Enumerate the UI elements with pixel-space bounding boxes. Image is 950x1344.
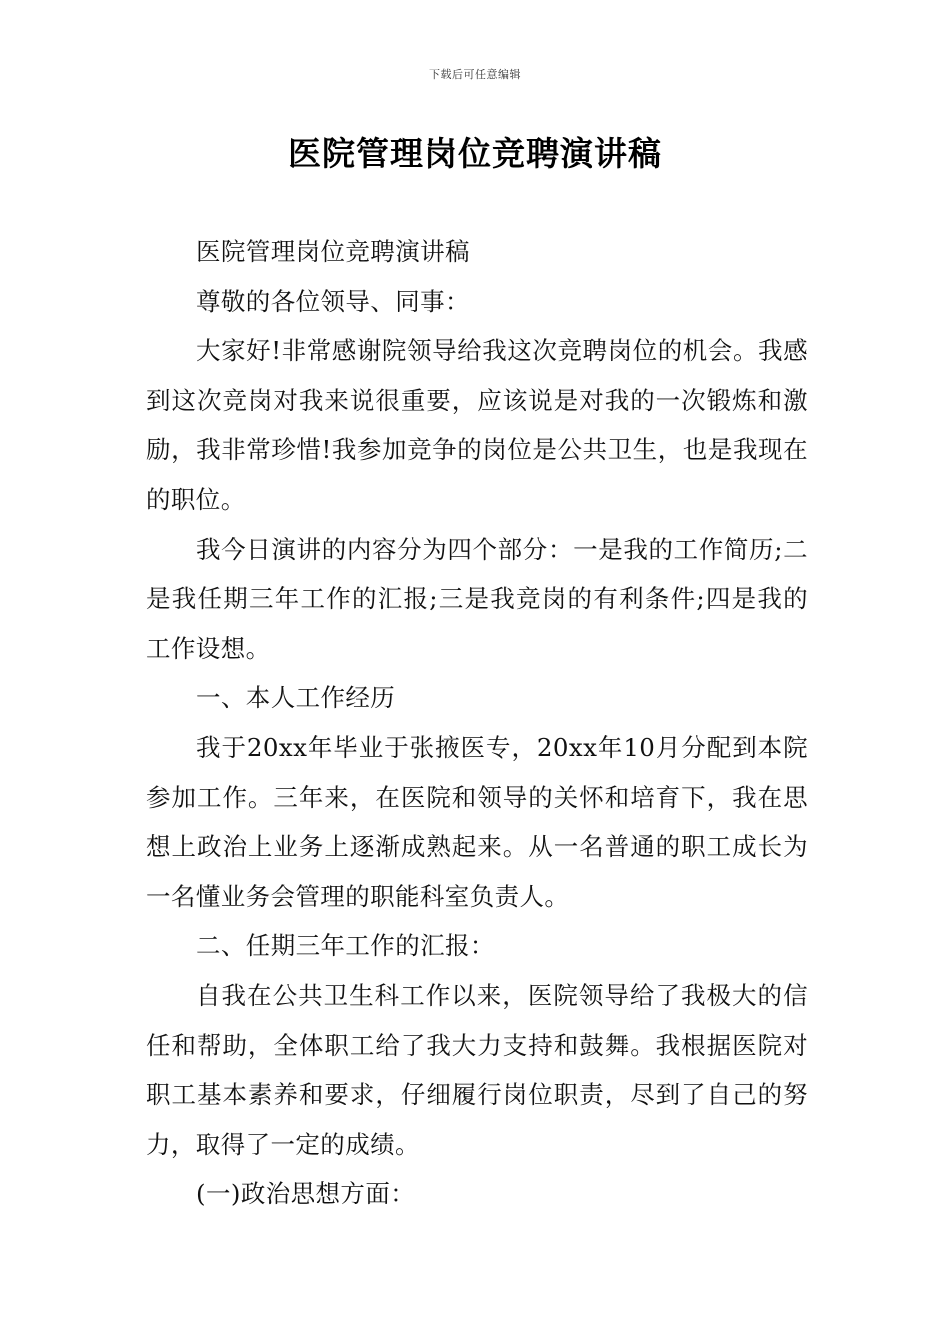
paragraph-outline: 我今日演讲的内容分为四个部分：一是我的工作简历;二是我任期三年工作的汇报;三是我竞岗的有利条件;四是我的工作设想。 [146, 534, 808, 663]
paragraph-heading-repeat: 医院管理岗位竞聘演讲稿 [196, 237, 470, 266]
document-title: 医院管理岗位竞聘演讲稿 [288, 134, 662, 173]
paragraph-work-report: 自我在公共卫生科工作以来，医院领导给了我极大的信任和帮助，全体职工给了我大力支持和鼓舞。我根据医院对职工基本素养和要求，仔细履行岗位职责，尽到了自己的努力，取得了一定的成绩。 [146, 980, 808, 1159]
paragraph-salutation: 尊敬的各位领导、同事： [196, 286, 470, 316]
header-note: 下载后可任意编辑 [429, 68, 521, 81]
section-heading-work-report: 二、任期三年工作的汇报： [196, 931, 495, 961]
paragraph-greeting: 大家好!非常感谢院领导给我这次竞聘岗位的机会。我感到这次竞岗对我来说很重要，应该说是对我的一次锻炼和激励，我非常珍惜!我参加竞争的岗位是公共卫生，也是我现在的职位。 [146, 336, 808, 514]
section-heading-work-history: 一、本人工作经历 [196, 683, 396, 713]
paragraph-work-history: 我于20xx年毕业于张掖医专，20xx年10月分配到本院参加工作。三年来，在医院和领导的关怀和培育下，我在思想上政治上业务上逐渐成熟起来。从一名普通的职工成长为一名懂业务会管理的职能科室负责人。 [146, 732, 808, 911]
document-body [146, 227, 808, 1219]
subsection-heading-political: (一)政治思想方面： [196, 1179, 416, 1209]
